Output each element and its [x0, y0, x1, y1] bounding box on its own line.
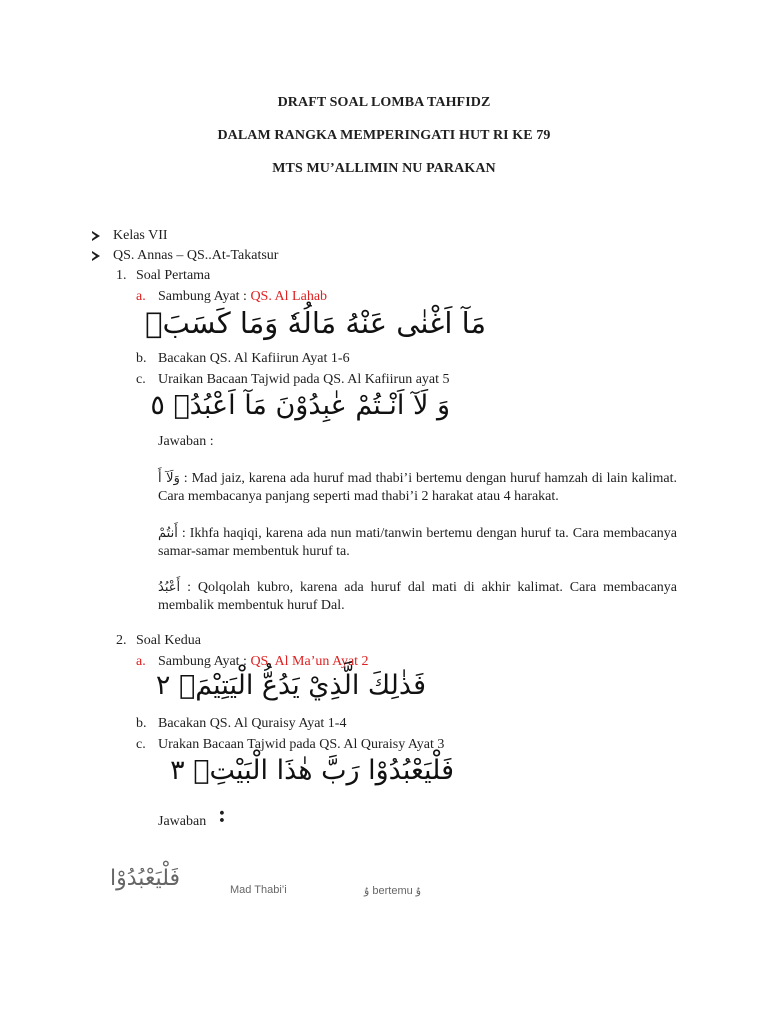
jawaban-label: Jawaban :	[158, 434, 214, 449]
soal1-number: 1.	[116, 268, 127, 283]
soal2-a-line	[158, 654, 369, 670]
sambung-ayat-label: Sambung Ayat :	[158, 289, 251, 304]
soal1-c-text: Uraikan Bacaan Tajwid pada QS. Al Kafiirun ayat 5	[158, 372, 450, 387]
answer-arabic-term: وَلَآ أَ	[158, 471, 180, 486]
soal2-a-verse: فَذٰلِكَ الَّذِيْ يَدُعُّ الْيَتِيْمَۙ ٢	[155, 670, 426, 701]
doc-subtitle: DALAM RANGKA MEMPERINGATI HUT RI KE 79	[217, 128, 551, 143]
school-name: MTS MU’ALLIMIN NU PARAKAN	[272, 161, 496, 176]
soal1-a-marker: a.	[136, 289, 146, 304]
answer-explanation: : Qolqolah kubro, karena ada huruf dal mati di akhir kalimat. Cara membacanya membalik membentuk huruf Dal.	[158, 580, 677, 613]
answer-explanation: : Ikhfa haqiqi, karena ada nun mati/tanwin bertemu dengan huruf ta. Cara membacanya samar-samar membentuk huruf ta.	[158, 526, 677, 559]
arrow-bullet-icon	[92, 231, 100, 241]
soal1-b-text: Bacakan QS. Al Kafiirun Ayat 1-6	[158, 351, 350, 366]
soal2-c-verse: فَلْيَعْبُدُوْا رَبَّ هٰذَا الْبَيْتِۙ ٣	[170, 755, 454, 786]
soal1-a-line	[158, 289, 327, 305]
jawaban-label: Jawaban	[158, 814, 207, 829]
soal2-c-marker: c.	[136, 737, 146, 752]
footer-tajwid-rule: ۇ bertemu ۇ	[364, 885, 422, 897]
footer-arabic-word: فَلْيَعْبُدُوْا	[110, 866, 180, 891]
footer-tajwid-type: Mad Thabi’i	[230, 884, 287, 896]
soal2-a-marker: a.	[136, 654, 146, 669]
sambung-ayat-label: Sambung Ayat :	[158, 654, 251, 669]
doc-title: DRAFT SOAL LOMBA TAHFIDZ	[277, 95, 491, 110]
surah-range: QS. Annas – QS..At-Takatsur	[113, 248, 279, 263]
kelas-label: Kelas VII	[113, 228, 168, 243]
answer-arabic-term: أَنتُمْ	[158, 526, 178, 541]
jawaban-colon: :	[218, 802, 226, 828]
answer-paragraph	[158, 525, 677, 561]
answer-arabic-term: أَعْبُدُ	[158, 580, 181, 595]
soal1-b-marker: b.	[136, 351, 147, 366]
soal1-title: Soal Pertama	[136, 268, 211, 283]
surah-reference: QS. Al Lahab	[250, 289, 328, 304]
answer-paragraph	[158, 470, 677, 506]
soal2-title: Soal Kedua	[136, 633, 201, 648]
soal2-b-text: Bacakan QS. Al Quraisy Ayat 1-4	[158, 716, 347, 731]
soal1-c-marker: c.	[136, 372, 146, 387]
answer-explanation: : Mad jaiz, karena ada huruf mad thabi’i bertemu dengan huruf hamzah di lain kalimat. Cara membacanya panjang seperti mad thabi’i 2 harakat atau 4 harakat.	[158, 471, 678, 504]
soal2-c-text: Urakan Bacaan Tajwid pada QS. Al Quraisy Ayat 3	[158, 737, 445, 752]
soal1-c-verse: وَ لَآ اَنْـتُمْ عٰبِدُوْنَ مَآ اَعْبُدُۗ ٥	[150, 390, 450, 421]
soal2-b-marker: b.	[136, 716, 147, 731]
surah-reference: QS. Al Ma’un Ayat 2	[250, 654, 369, 669]
arrow-bullet-icon	[92, 251, 100, 261]
answer-paragraph	[158, 579, 677, 615]
soal1-a-verse: مَآ اَغْنٰى عَنْهُ مَالُهٗ وَمَا كَسَبَۗ	[145, 306, 486, 340]
soal2-number: 2.	[116, 633, 127, 648]
